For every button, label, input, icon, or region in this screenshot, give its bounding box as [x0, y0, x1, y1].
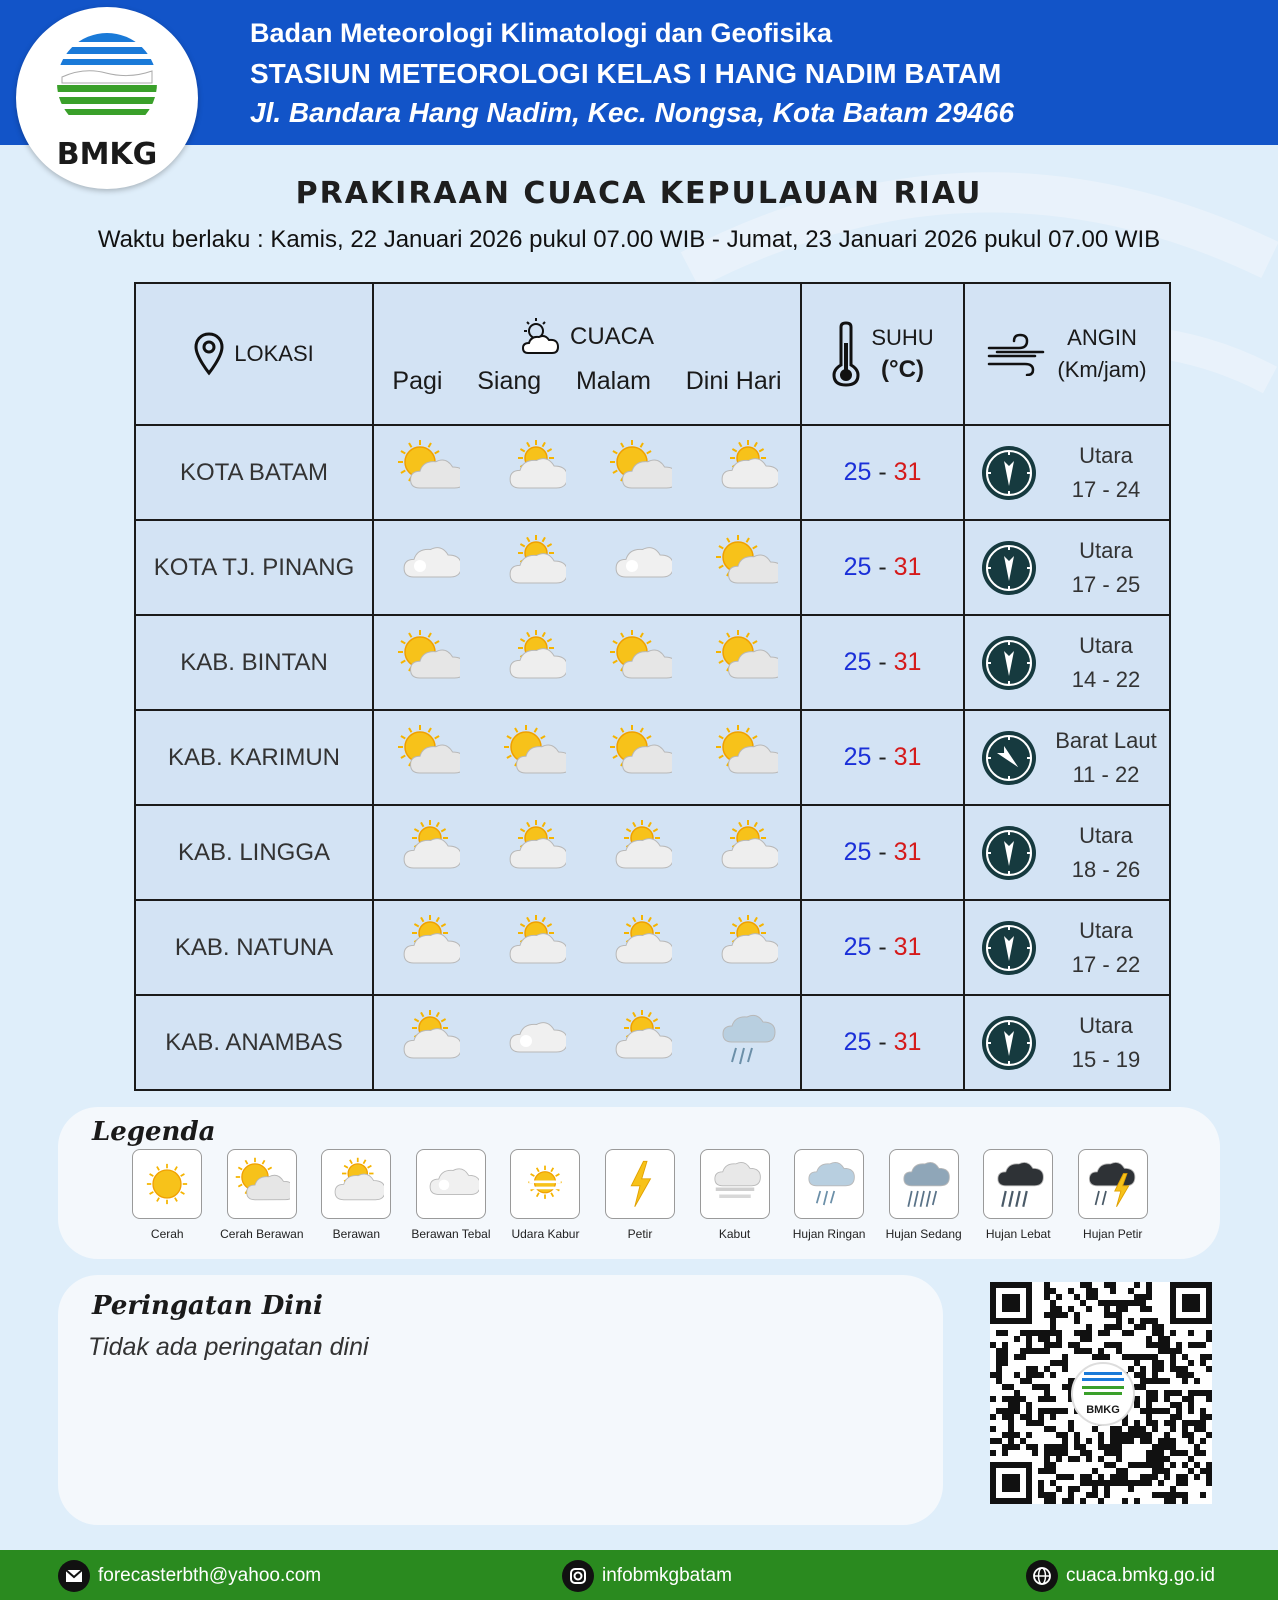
legend-label: Udara Kabur	[511, 1227, 580, 1241]
temp-separator: -	[878, 743, 894, 771]
header-lokasi	[135, 283, 373, 425]
header-suhu-unit: (°C)	[881, 356, 924, 383]
weather-cell	[373, 900, 801, 995]
email-icon	[58, 1560, 90, 1592]
weather-cerah-berawan-icon	[396, 628, 460, 697]
legend-items	[120, 1149, 1160, 1241]
station-name: STASIUN METEOROLOGI KELAS I HANG NADIM BATAM	[250, 58, 1002, 89]
temperature-cell	[801, 425, 964, 520]
forecast-table	[134, 282, 1171, 1091]
legend-icon-box	[132, 1149, 202, 1219]
temperature-cell	[801, 805, 964, 900]
wind-cell	[964, 900, 1170, 995]
footer-email-text: forecasterbth@yahoo.com	[98, 1565, 322, 1586]
berawan-icon	[396, 913, 460, 977]
weather-cerah-berawan-icon	[714, 533, 778, 602]
weather-cerah-berawan-icon	[714, 628, 778, 697]
wind-direction-compass-icon	[980, 539, 1038, 597]
legend-item	[498, 1149, 593, 1241]
wind-speed: 18 - 26	[1071, 856, 1141, 882]
cerah-berawan-icon	[234, 1156, 290, 1212]
weather-cell	[373, 805, 801, 900]
instagram-icon	[562, 1560, 594, 1592]
temp-min: 25	[843, 838, 872, 866]
cerah-berawan-icon	[608, 628, 672, 692]
berawan-icon	[502, 438, 566, 502]
wind-cell	[964, 425, 1170, 520]
header-angin	[964, 283, 1170, 425]
hujan-ringan-icon	[801, 1156, 857, 1212]
legend-item	[782, 1149, 877, 1241]
weather-cerah-berawan-icon	[396, 723, 460, 792]
weather-cell	[373, 615, 801, 710]
wind-cell	[964, 805, 1170, 900]
location-cell: KAB. LINGGA	[135, 805, 373, 900]
weather-berawan-icon	[608, 1008, 672, 1077]
period-malam: Malam	[575, 366, 651, 395]
weather-berawan-icon	[502, 533, 566, 602]
wind-cell	[964, 615, 1170, 710]
hujan-ringan-icon	[714, 1008, 778, 1072]
temp-min: 25	[843, 648, 872, 676]
location-cell: KOTA BATAM	[135, 425, 373, 520]
wind-direction: Barat Laut	[1055, 727, 1157, 753]
temperature-cell	[801, 710, 964, 805]
legend-icon-box	[227, 1149, 297, 1219]
header-suhu-label: SUHU	[871, 325, 934, 350]
header-cuaca	[373, 283, 801, 425]
location-cell: KAB. BINTAN	[135, 615, 373, 710]
legend-item	[404, 1149, 499, 1241]
legend-item	[309, 1149, 404, 1241]
wind-direction-compass-icon	[980, 729, 1038, 787]
weather-cerah-berawan-icon	[608, 628, 672, 697]
weather-berawan-icon	[714, 913, 778, 982]
table-header-row	[135, 283, 1170, 425]
kabut-icon	[707, 1156, 763, 1212]
legend-label: Kabut	[718, 1227, 751, 1241]
bmkg-logo	[16, 7, 198, 189]
weather-berawan-icon	[714, 438, 778, 507]
location-cell: KAB. NATUNA	[135, 900, 373, 995]
temp-min: 25	[843, 458, 872, 486]
legend-label: Hujan Ringan	[792, 1227, 866, 1241]
cerah-berawan-icon	[396, 438, 460, 502]
temp-min: 25	[843, 743, 872, 771]
cerah-berawan-icon	[396, 723, 460, 787]
legend-icon-box	[983, 1149, 1053, 1219]
legend-label: Cerah Berawan	[220, 1227, 304, 1241]
location-cell: KAB. KARIMUN	[135, 710, 373, 805]
wind-direction-compass-icon	[980, 824, 1038, 882]
table-row	[135, 900, 1170, 995]
period-siang: Siang	[477, 366, 542, 395]
location-cell: KAB. ANAMBAS	[135, 995, 373, 1090]
temp-separator: -	[878, 1028, 894, 1056]
temp-separator: -	[878, 933, 894, 961]
wind-speed: 17 - 24	[1071, 476, 1141, 502]
legend-icon-box	[1078, 1149, 1148, 1219]
legend-label: Hujan Sedang	[885, 1227, 962, 1241]
wind-speed: 14 - 22	[1071, 666, 1141, 692]
wind-direction-compass-icon	[980, 444, 1038, 502]
validity-period: Waktu berlaku : Kamis, 22 Januari 2026 pukul 07.00 WIB - Jumat, 23 Januari 2026 pukul 07.00 WIB	[97, 226, 1161, 253]
berawan-icon	[502, 818, 566, 882]
wind-cell	[964, 710, 1170, 805]
legend-icon-box	[794, 1149, 864, 1219]
udara-kabur-icon	[517, 1156, 573, 1212]
weather-berawan-icon	[396, 913, 460, 982]
qr-logo-text: BMKG	[1086, 1404, 1120, 1416]
legend-item	[593, 1149, 688, 1241]
table-row	[135, 520, 1170, 615]
berawan-icon	[714, 818, 778, 882]
wind-direction: Utara	[1079, 917, 1133, 943]
header-lokasi-label: LOKASI	[234, 341, 314, 366]
berawan-icon	[608, 1008, 672, 1072]
berawan-icon	[396, 1008, 460, 1072]
weather-berawan-tebal-icon	[502, 1008, 566, 1077]
footer-website-text: cuaca.bmkg.go.id	[1066, 1565, 1215, 1586]
cerah-berawan-icon	[608, 438, 672, 502]
early-warning-text: Tidak ada peringatan dini	[88, 1333, 369, 1361]
temp-max: 31	[893, 1028, 922, 1056]
weather-berawan-tebal-icon	[608, 533, 672, 602]
wind-speed: 17 - 25	[1071, 571, 1141, 597]
footer-website[interactable]	[1026, 1560, 1215, 1592]
legend-icon-box	[510, 1149, 580, 1219]
wind-speed: 11 - 22	[1072, 761, 1140, 787]
wind-direction-compass-icon	[980, 634, 1038, 692]
qr-bmkg-logo	[1071, 1362, 1135, 1426]
header-angin-label: ANGIN	[1067, 325, 1137, 350]
station-address: Jl. Bandara Hang Nadim, Kec. Nongsa, Kota Batam 29466	[250, 97, 1015, 128]
weather-hujan-ringan-icon	[714, 1008, 778, 1077]
berawan-icon	[608, 913, 672, 977]
temp-max: 31	[893, 838, 922, 866]
wind-cell	[964, 995, 1170, 1090]
berawan-tebal-icon	[502, 1008, 566, 1072]
berawan-tebal-icon	[423, 1156, 479, 1212]
globe-icon	[1026, 1560, 1058, 1592]
weather-cerah-berawan-icon	[714, 723, 778, 792]
legend-label: Petir	[627, 1227, 653, 1241]
header-suhu	[801, 283, 964, 425]
table-row	[135, 615, 1170, 710]
weather-berawan-icon	[714, 818, 778, 887]
temp-separator: -	[878, 458, 894, 486]
weather-cerah-berawan-icon	[502, 723, 566, 792]
wind-direction: Utara	[1079, 1012, 1133, 1038]
period-dini-hari: Dini Hari	[685, 366, 782, 395]
cerah-berawan-icon	[714, 533, 778, 597]
wind-speed: 17 - 22	[1071, 951, 1141, 977]
weather-berawan-icon	[396, 818, 460, 887]
weather-cerah-berawan-icon	[608, 723, 672, 792]
legend-item	[971, 1149, 1066, 1241]
legend-icon-box	[416, 1149, 486, 1219]
weather-berawan-icon	[502, 628, 566, 697]
berawan-icon	[608, 818, 672, 882]
legend-icon-box	[321, 1149, 391, 1219]
table-row	[135, 995, 1170, 1090]
early-warning-title: Peringatan Dini	[92, 1291, 323, 1321]
header-cuaca-label: CUACA	[569, 322, 654, 350]
thermometer-icon	[831, 321, 861, 387]
hujan-lebat-icon	[990, 1156, 1046, 1212]
header-angin-unit: (Km/jam)	[1057, 357, 1147, 382]
berawan-tebal-icon	[396, 533, 460, 597]
legend-label: Berawan Tebal	[411, 1227, 491, 1241]
wind-direction: Utara	[1079, 632, 1133, 658]
temp-max: 31	[893, 648, 922, 676]
sun-cloud-outline-icon	[520, 317, 562, 357]
legend-icon-box	[700, 1149, 770, 1219]
temp-separator: -	[878, 648, 894, 676]
cerah-berawan-icon	[608, 723, 672, 787]
legend-label: Hujan Lebat	[985, 1227, 1051, 1241]
legend-item	[876, 1149, 971, 1241]
legend-title: Legenda	[92, 1117, 216, 1147]
weather-cell	[373, 520, 801, 615]
legend-item	[1065, 1149, 1160, 1241]
weather-cell	[373, 710, 801, 805]
legend-icon-box	[605, 1149, 675, 1219]
wind-direction: Utara	[1079, 822, 1133, 848]
temp-separator: -	[878, 553, 894, 581]
cerah-icon	[139, 1156, 195, 1212]
legend-item	[120, 1149, 215, 1241]
location-pin-icon	[194, 332, 224, 376]
temp-max: 31	[893, 933, 922, 961]
legend-label: Cerah	[150, 1227, 184, 1241]
weather-berawan-icon	[502, 438, 566, 507]
berawan-icon	[396, 818, 460, 882]
cerah-berawan-icon	[396, 628, 460, 692]
early-warning-panel	[58, 1275, 943, 1525]
temp-max: 31	[893, 553, 922, 581]
temperature-cell	[801, 615, 964, 710]
cerah-berawan-icon	[714, 723, 778, 787]
legend-label: Hujan Petir	[1083, 1227, 1143, 1241]
legend-item	[687, 1149, 782, 1241]
wind-icon	[987, 332, 1047, 376]
table-row	[135, 710, 1170, 805]
footer-bar	[0, 1550, 1278, 1600]
temp-max: 31	[893, 743, 922, 771]
wind-cell	[964, 520, 1170, 615]
qr-code[interactable]	[990, 1282, 1212, 1504]
temperature-cell	[801, 900, 964, 995]
temp-min: 25	[843, 933, 872, 961]
period-pagi: Pagi	[392, 366, 443, 395]
agency-name: Badan Meteorologi Klimatologi dan Geofisika	[250, 18, 833, 48]
weather-cell	[373, 425, 801, 520]
berawan-tebal-icon	[608, 533, 672, 597]
footer-instagram[interactable]	[562, 1560, 732, 1592]
cerah-berawan-icon	[714, 628, 778, 692]
temp-max: 31	[893, 458, 922, 486]
table-row	[135, 425, 1170, 520]
weather-berawan-icon	[396, 1008, 460, 1077]
wind-direction-compass-icon	[980, 1014, 1038, 1072]
weather-berawan-icon	[502, 913, 566, 982]
legend-label: Berawan	[332, 1227, 381, 1241]
berawan-icon	[502, 913, 566, 977]
hujan-petir-icon	[1085, 1156, 1141, 1212]
page-title: PRAKIRAAN CUACA KEPULAUAN RIAU	[295, 176, 983, 211]
berawan-icon	[714, 913, 778, 977]
wind-speed: 15 - 19	[1071, 1046, 1141, 1072]
legend-panel	[58, 1107, 1220, 1259]
footer-instagram-text: infobmkgbatam	[602, 1565, 732, 1586]
berawan-icon	[714, 438, 778, 502]
weather-cerah-berawan-icon	[396, 438, 460, 507]
petir-icon	[612, 1156, 668, 1212]
location-cell: KOTA TJ. PINANG	[135, 520, 373, 615]
wind-direction: Utara	[1079, 442, 1133, 468]
weather-berawan-icon	[608, 913, 672, 982]
weather-cell	[373, 995, 801, 1090]
legend-icon-box	[889, 1149, 959, 1219]
logo-text: BMKG	[56, 137, 158, 172]
berawan-icon	[328, 1156, 384, 1212]
temp-separator: -	[878, 838, 894, 866]
bmkg-emblem-small-icon	[1080, 1370, 1126, 1400]
weather-cerah-berawan-icon	[608, 438, 672, 507]
temperature-cell	[801, 995, 964, 1090]
weather-berawan-icon	[502, 818, 566, 887]
temp-min: 25	[843, 553, 872, 581]
bmkg-emblem-icon	[54, 33, 160, 133]
temperature-cell	[801, 520, 964, 615]
wind-direction: Utara	[1079, 537, 1133, 563]
table-row	[135, 805, 1170, 900]
footer-email[interactable]	[58, 1560, 321, 1592]
berawan-icon	[502, 628, 566, 692]
temp-min: 25	[843, 1028, 872, 1056]
legend-item	[215, 1149, 310, 1241]
weather-berawan-icon	[608, 818, 672, 887]
cerah-berawan-icon	[502, 723, 566, 787]
berawan-icon	[502, 533, 566, 597]
wind-direction-compass-icon	[980, 919, 1038, 977]
hujan-sedang-icon	[896, 1156, 952, 1212]
weather-berawan-tebal-icon	[396, 533, 460, 602]
